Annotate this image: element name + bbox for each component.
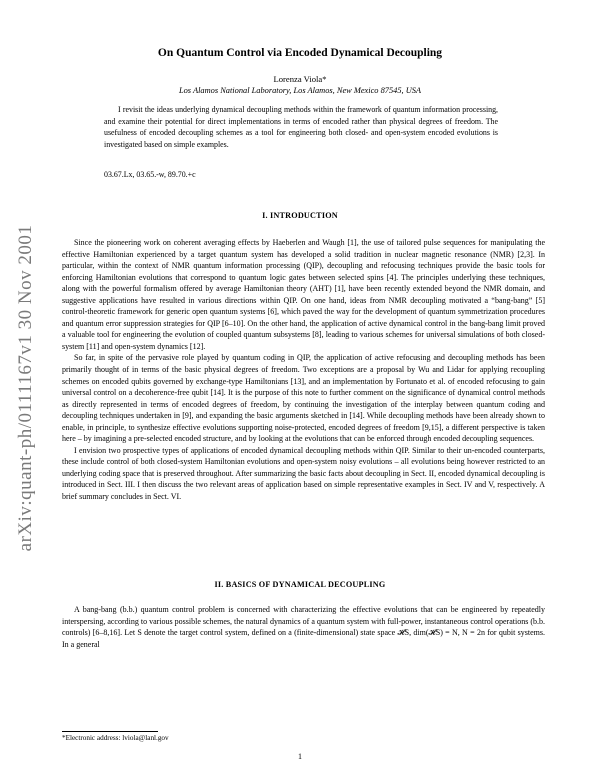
paragraph: Since the pioneering work on coherent averaging effects by Haeberlen and Waugh [1], the use of tailored pulse sequences for manipulating the effective Hamiltonian experienced by a target quantum system has developed a solid tradition in nuclear magnetic resonance (NMR) [2,3]. In particular, within the context of NMR quantum information processing (QIP), decoupling and refocusing techniques provide the basic tools for enforcing Hamiltonian evolutions that correspond to quantum logic gates between selected spins [4]. The principles underlying these techniques, along with the powerful formalism offered by average Hamiltonian theory (AHT) [1], have been recently extended beyond the NMR domain, and suggestive applications have resulted in various directions within QIP. On one hand, ideas from NMR decoupling motivated a “bang-bang” [5] control-theoretic framework for generic open quantum systems [6], which paved the way for the development of quantum symmetrization procedures and quantum error suppression strategies for QIP [6–10]. On the other hand, the application of active dynamical control in the bang-bang limit proved a valuable tool for engineering the evolution of coupled quantum subsystems [8], leading to various schemes for universal simulations of both closed-system [11] and open-system dynamics [12]. [62,238,545,351]
section-heading-basics: II. BASICS OF DYNAMICAL DECOUPLING [214,580,386,589]
section-heading-introduction: I. INTRODUCTION [262,211,338,220]
introduction-body [62,237,545,503]
author-name: Lorenza Viola* [273,74,327,84]
footnote-rule [62,731,158,732]
page-number: 1 [298,752,302,761]
pacs-numbers: 03.67.Lx, 03.65.-w, 89.70.+c [104,170,196,179]
abstract: I revisit the ideas underlying dynamical decoupling methods within the framework of quantum information processing, and examine their potential for direct implementations in terms of encoded rather than physical degrees of freedom. The usefulness of encoded decoupling schemes as a tool for engineering both closed- and open-system encoded evolutions is investigated based on simple examples. [104,105,498,150]
basics-body [62,604,545,650]
paper-title: On Quantum Control via Encoded Dynamical Decoupling [157,47,443,59]
paragraph: So far, in spite of the pervasive role played by quantum coding in QIP, the application of active refocusing and decoupling methods has been primarily thought of in terms of the basic physical degrees of freedom. Two exceptions are a proposal by Wu and Lidar for applying recoupling schemes on encoded qubits governed by exchange-type Hamiltonians [13], and an implementation by Fortunato et al. of encoded refocusing to gain universal control on a decoherence-free qubit [14]. It is the purpose of this note to further comment on the significance of dynamical control methods as directly represented in terms of encoded degrees of freedom, by continuing the investigation of the interplay between quantum coding and decoupling techniques undertaken in [9], and expanding the basic arguments sketched in [14]. While decoupling methods have been already shown to enable, in principle, to synthesize effective evolutions supporting noise-protected, encoded degrees of freedom [9,15], a different perspective is taken here – by imagining a pre-selected encoded structure, and by looking at the evolutions that can be enforced through encoded decoupling sequences. [62,353,545,444]
arxiv-identifier: arXiv:quant-ph/0111167v1 30 Nov 2001 [15,224,36,552]
paragraph: I envision two prospective types of applications of encoded dynamical decoupling methods within QIP. Similar to their un-encoded counterparts, these include control of both closed-system Hamiltonian evolutions and open-system noisy evolutions – all evolutions being however restricted to an underlying coding space that is preserved throughout. After summarizing the basic facts about decoupling in Sect. II, encoded dynamical decoupling is introduced in Sect. III. I then discuss the two relevant areas of application based on simple representative examples in Sect. IV and V, respectively. A brief summary concludes in Sect. VI. [62,445,545,502]
paragraph: A bang-bang (b.b.) quantum control problem is concerned with characterizing the effective evolutions that can be engineered by repeatedly interspersing, according to various possible schemes, the natural dynamics of a quantum system with full-power, instantaneous control operations (b.b. controls) [6–8,16]. Let S denote the target control system, defined on a (finite-dimensional) state space 𝓗S, dim(𝓗S) = N, N = 2n for qubit systems. In a general [62,605,545,649]
footnote-email: *Electronic address: lviola@lanl.gov [62,734,169,742]
author-affiliation: Los Alamos National Laboratory, Los Alamos, New Mexico 87545, USA [178,86,422,95]
